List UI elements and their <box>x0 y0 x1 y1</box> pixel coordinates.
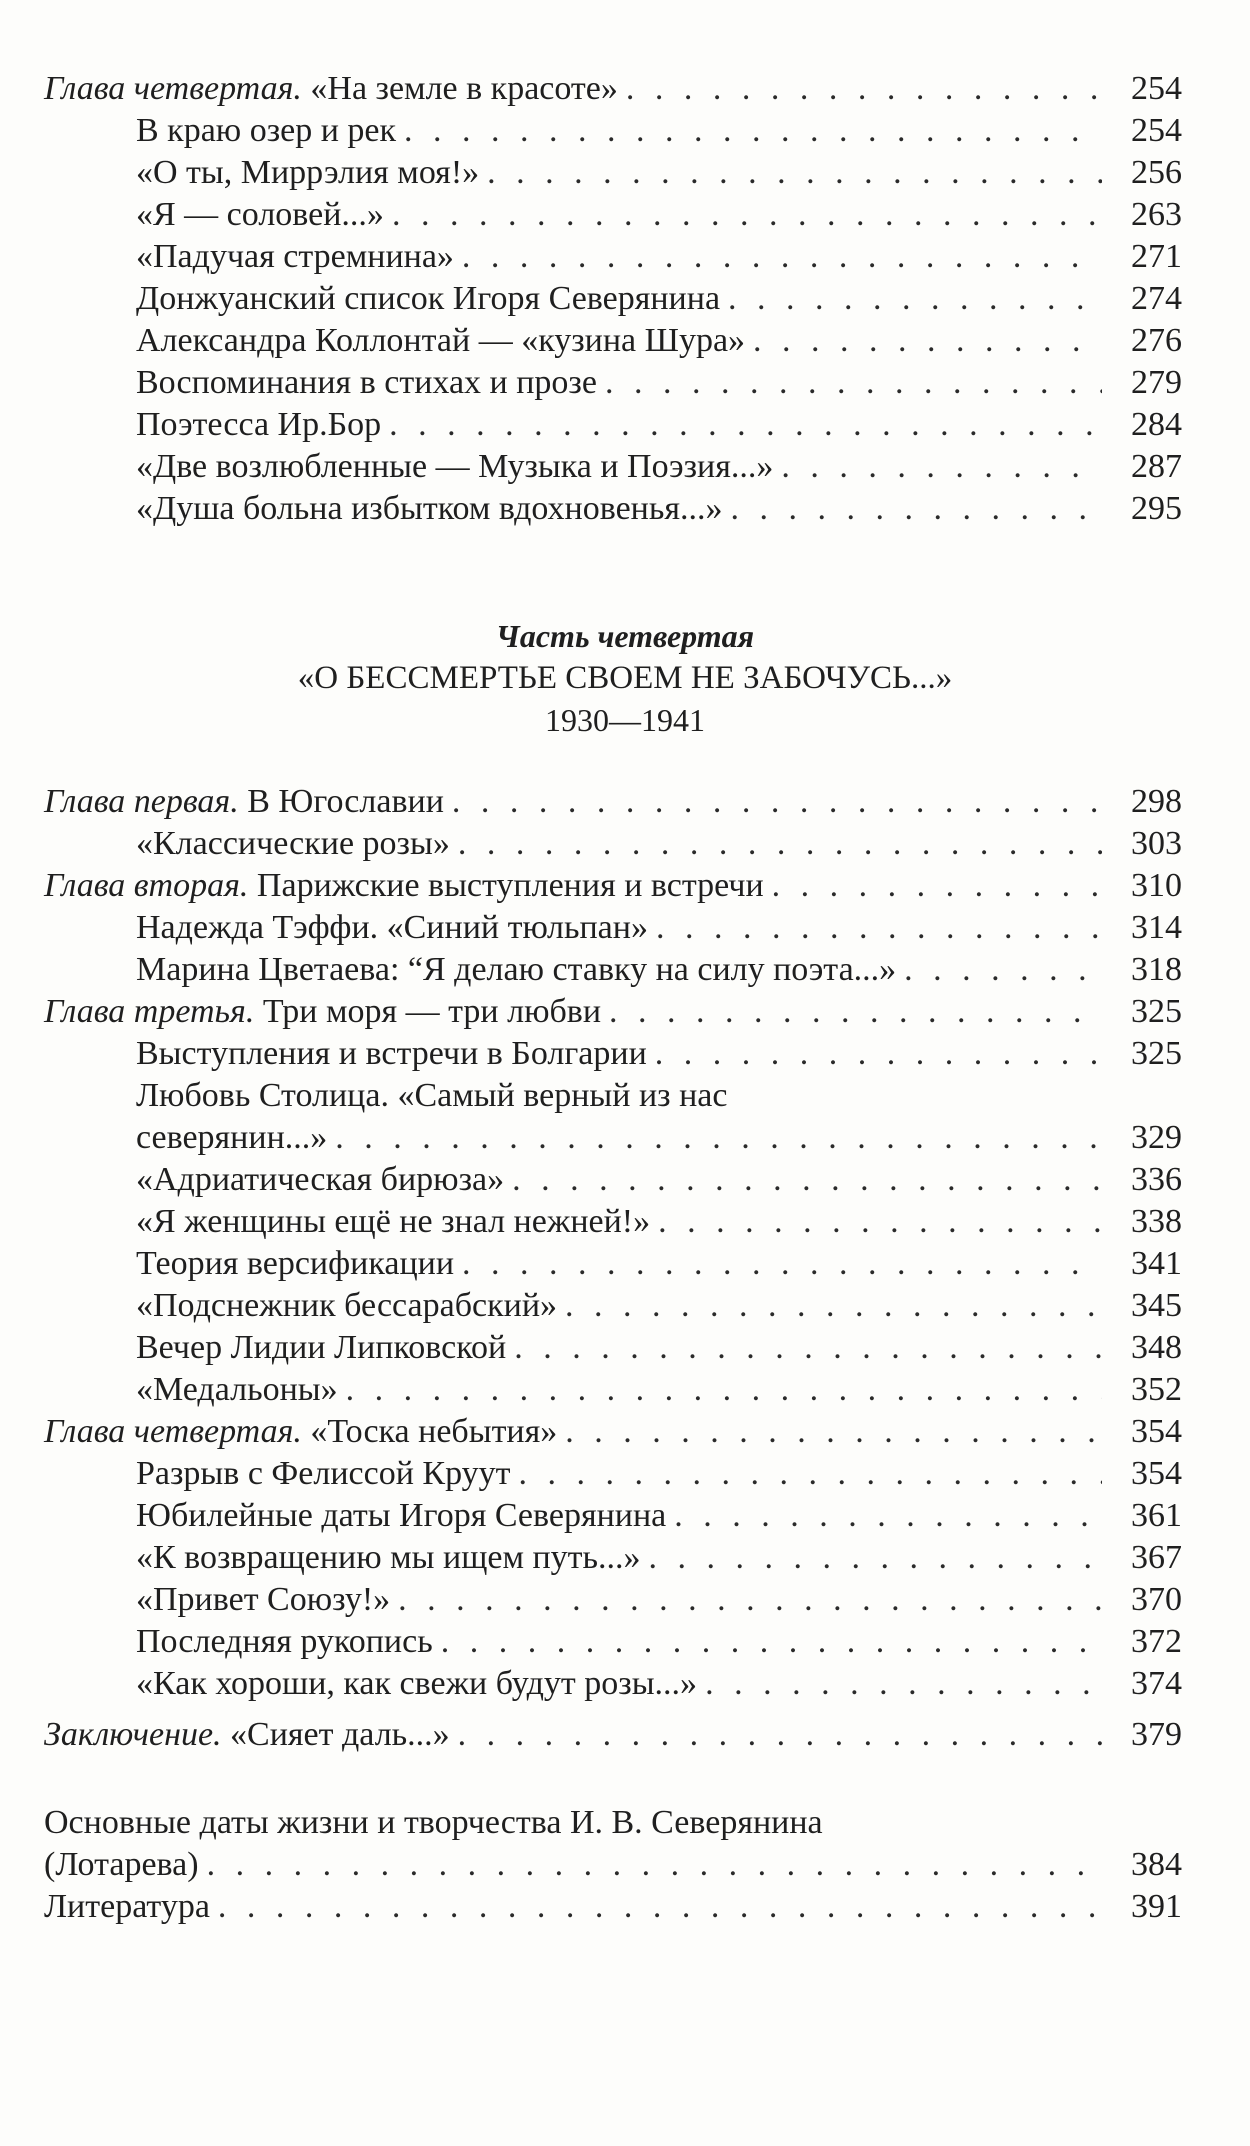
chapter-prefix: Глава первая. <box>44 783 239 820</box>
toc-subentry <box>44 446 1182 488</box>
dot-leader <box>781 446 1102 488</box>
toc-entry-title <box>136 320 745 362</box>
dot-leader <box>218 1886 1102 1928</box>
chapter-title-text: Три моря — три любви <box>254 993 602 1030</box>
dot-leader <box>458 1714 1102 1756</box>
dot-leader <box>705 1663 1102 1705</box>
chapter-title-text: «Две возлюбленные — Музыка и Поэзия...» <box>136 448 774 485</box>
page-number: 303 <box>1131 825 1182 862</box>
chapter-prefix: Глава вторая. <box>44 867 249 904</box>
page-number: 287 <box>1131 448 1182 485</box>
page-number: 325 <box>1131 1035 1182 1072</box>
toc-subentry <box>44 949 1182 991</box>
toc-subentry <box>44 1369 1182 1411</box>
dot-leader <box>519 1453 1103 1495</box>
dot-leader <box>656 907 1102 949</box>
dot-leader <box>649 1537 1102 1579</box>
toc-entry <box>44 1844 1182 1886</box>
chapter-title-text: «Подснежник бессарабский» <box>136 1287 558 1324</box>
chapter-prefix: Заключение. <box>44 1716 222 1753</box>
chapter-title-text: «О ты, Миррэлия моя!» <box>136 154 480 191</box>
chapter-title-text: «Медальоны» <box>136 1371 338 1408</box>
dot-leader <box>772 865 1102 907</box>
chapter-title-text: Основные даты жизни и творчества И. В. Северянина <box>44 1804 823 1841</box>
toc-entry-title <box>136 152 479 194</box>
toc-entry-title <box>136 1033 647 1075</box>
toc-entry-title <box>136 110 396 152</box>
chapter-title-text: Марина Цветаева: “Я делаю ставку на силу поэта...» <box>136 951 897 988</box>
chapter-title-text: Юбилейные даты Игоря Северянина <box>136 1497 667 1534</box>
toc-subentry <box>44 194 1182 236</box>
chapter-title-text: В краю озер и рек <box>136 112 397 149</box>
dot-leader <box>462 236 1102 278</box>
toc-entry-title <box>136 1075 727 1117</box>
toc-entry-title <box>136 1243 454 1285</box>
chapter-title-text: Литература <box>44 1888 210 1925</box>
toc-entry-title <box>136 949 896 991</box>
chapter-title-text: Парижские выступления и встречи <box>248 867 764 904</box>
chapter-title-text: «Привет Союзу!» <box>136 1581 391 1618</box>
page-number: 256 <box>1131 154 1182 191</box>
dot-leader <box>728 278 1102 320</box>
toc-block-conclusion <box>44 1714 1182 1756</box>
chapter-title-text: Вечер Лидии Липковской <box>136 1329 507 1366</box>
dot-leader <box>514 1327 1102 1369</box>
page-number: 354 <box>1131 1413 1182 1450</box>
page-number: 345 <box>1131 1287 1182 1324</box>
toc-subentry <box>44 1453 1182 1495</box>
page-number: 370 <box>1131 1581 1182 1618</box>
chapter-title-text: Любовь Столица. «Самый верный из нас <box>136 1077 728 1114</box>
dot-leader <box>404 110 1102 152</box>
toc-entry-title <box>136 1159 504 1201</box>
page-number: 348 <box>1131 1329 1182 1366</box>
part-label: Часть четвертая <box>495 618 755 654</box>
toc-entry <box>44 1802 1182 1844</box>
toc-entry-title <box>136 194 384 236</box>
chapter-title-text: «Как хороши, как свежи будут розы...» <box>136 1665 698 1702</box>
page-number: 254 <box>1131 112 1182 149</box>
toc-entry-title <box>44 1714 450 1756</box>
page-number: 271 <box>1131 238 1182 275</box>
dot-leader <box>335 1117 1102 1159</box>
dot-leader <box>904 949 1102 991</box>
chapter-prefix: Глава четвертая. <box>44 70 302 107</box>
chapter-title-text: Воспоминания в стихах и прозе <box>136 364 597 401</box>
toc-entry-title <box>136 1453 511 1495</box>
toc-entry-title <box>136 823 450 865</box>
toc-subentry <box>44 320 1182 362</box>
toc-entry-title <box>136 1663 697 1705</box>
toc-entry-title <box>136 488 723 530</box>
chapter-title-text: «Сияет даль...» <box>221 1716 450 1753</box>
page-number: 310 <box>1131 867 1182 904</box>
chapter-title-text: «Классические розы» <box>136 825 450 862</box>
chapter-title-text: «Тоска небытия» <box>301 1413 558 1450</box>
toc-entry-title <box>44 1844 199 1886</box>
toc-subentry <box>44 907 1182 949</box>
toc-entry-title <box>136 278 720 320</box>
chapter-title-text: В Югославии <box>238 783 444 820</box>
page-number: 279 <box>1131 364 1182 401</box>
toc-subentry <box>44 278 1182 320</box>
dot-leader <box>458 823 1102 865</box>
page-number: 384 <box>1131 1846 1182 1883</box>
toc-entry <box>44 68 1182 110</box>
toc-entry <box>44 991 1182 1033</box>
chapter-title-text: «На земле в красоте» <box>301 70 618 107</box>
toc-block-appendix <box>44 1802 1182 1928</box>
toc-entry-title <box>136 404 381 446</box>
part-title: «О БЕССМЕРТЬЕ СВОЕМ НЕ ЗАБОЧУСЬ...» <box>297 660 953 696</box>
toc-entry-title <box>136 1117 327 1159</box>
chapter-title-text: северянин...» <box>136 1119 328 1156</box>
toc-block-part4 <box>44 781 1182 1705</box>
chapter-title-text: Выступления и встречи в Болгарии <box>136 1035 647 1072</box>
chapter-prefix: Глава третья. <box>44 993 255 1030</box>
toc-subentry <box>44 1537 1182 1579</box>
toc-subentry <box>44 1285 1182 1327</box>
dot-leader <box>674 1495 1102 1537</box>
dot-leader <box>398 1579 1102 1621</box>
toc-subentry <box>44 1327 1182 1369</box>
toc-entry-title <box>44 991 601 1033</box>
toc-subentry <box>44 110 1182 152</box>
chapter-title-text: «Я — соловей...» <box>136 196 384 233</box>
toc-entry <box>44 781 1182 823</box>
page-number: 254 <box>1131 70 1182 107</box>
page-number: 372 <box>1131 1623 1182 1660</box>
toc-entry-title <box>44 1802 823 1844</box>
toc-entry-title <box>136 1285 557 1327</box>
toc-entry-title <box>136 1327 506 1369</box>
dot-leader <box>626 68 1102 110</box>
page-number: 367 <box>1131 1539 1182 1576</box>
toc-entry-title <box>44 68 618 110</box>
chapter-title-text: Поэтесса Ир.Бор <box>136 406 382 443</box>
page-number: 338 <box>1131 1203 1182 1240</box>
toc-entry-title <box>136 1369 338 1411</box>
toc-entry <box>44 865 1182 907</box>
toc-subentry <box>44 1075 1182 1117</box>
page-number: 329 <box>1131 1119 1182 1156</box>
toc-subentry <box>44 1117 1182 1159</box>
chapter-title-text: Последняя рукопись <box>136 1623 433 1660</box>
toc-entry-title <box>44 781 444 823</box>
toc-entry-title <box>44 1411 557 1453</box>
page-number: 379 <box>1131 1716 1182 1753</box>
dot-leader <box>389 404 1102 446</box>
chapter-title-text: (Лотарева) <box>44 1846 199 1883</box>
toc-entry <box>44 1714 1182 1756</box>
page-number: 341 <box>1131 1245 1182 1282</box>
page-number: 336 <box>1131 1161 1182 1198</box>
dot-leader <box>452 781 1102 823</box>
dot-leader <box>207 1844 1102 1886</box>
toc-entry-title <box>136 907 648 949</box>
dot-leader <box>441 1621 1102 1663</box>
toc-entry-title <box>136 1495 666 1537</box>
toc-entry <box>44 1886 1182 1928</box>
toc-entry <box>44 1411 1182 1453</box>
toc-block-part3-end <box>44 68 1182 530</box>
page-number: 263 <box>1131 196 1182 233</box>
toc-entry-title <box>136 362 597 404</box>
toc-subentry <box>44 1201 1182 1243</box>
chapter-title-text: «Я женщины ещё не знал нежней!» <box>136 1203 651 1240</box>
chapter-title-text: Теория версификации <box>136 1245 455 1282</box>
chapter-title-text: «Душа больна избытком вдохновенья...» <box>136 490 723 527</box>
toc-entry-title <box>136 446 773 488</box>
page-number: 374 <box>1131 1665 1182 1702</box>
page-number: 361 <box>1131 1497 1182 1534</box>
toc-subentry <box>44 1663 1182 1705</box>
toc-entry-title <box>136 1579 390 1621</box>
chapter-title-text: «К возвращению мы ищем путь...» <box>136 1539 641 1576</box>
page-number: 298 <box>1131 783 1182 820</box>
page-number: 352 <box>1131 1371 1182 1408</box>
toc-subentry <box>44 236 1182 278</box>
toc-subentry <box>44 1159 1182 1201</box>
dot-leader <box>565 1411 1102 1453</box>
toc-entry-title <box>136 1201 650 1243</box>
dot-leader <box>731 488 1103 530</box>
dot-leader <box>462 1243 1102 1285</box>
chapter-prefix: Глава четвертая. <box>44 1413 302 1450</box>
toc-subentry <box>44 1621 1182 1663</box>
page-number: 318 <box>1131 951 1182 988</box>
toc-subentry <box>44 488 1182 530</box>
chapter-title-text: Разрыв с Фелиссой Круут <box>136 1455 511 1492</box>
dot-leader <box>346 1369 1102 1411</box>
toc-entry-title <box>44 1886 210 1928</box>
page-number: 284 <box>1131 406 1182 443</box>
chapter-title-text: «Падучая стремнина» <box>136 238 454 275</box>
toc-subentry <box>44 1243 1182 1285</box>
page-number: 295 <box>1131 490 1182 527</box>
toc-entry-title <box>136 236 454 278</box>
toc-entry-title <box>136 1621 433 1663</box>
toc-subentry <box>44 362 1182 404</box>
toc-subentry <box>44 1495 1182 1537</box>
dot-leader <box>655 1033 1102 1075</box>
toc-subentry <box>44 1579 1182 1621</box>
dot-leader <box>487 152 1102 194</box>
toc-entry-title <box>44 865 764 907</box>
chapter-title-text: Надежда Тэффи. «Синий тюльпан» <box>136 909 648 946</box>
chapter-title-text: «Адриатическая бирюза» <box>136 1161 505 1198</box>
part-header <box>0 615 1250 741</box>
dot-leader <box>605 362 1102 404</box>
toc-subentry <box>44 152 1182 194</box>
page-number: 314 <box>1131 909 1182 946</box>
dot-leader <box>512 1159 1102 1201</box>
toc-entry-title <box>136 1537 641 1579</box>
dot-leader <box>565 1285 1102 1327</box>
toc-subentry <box>44 404 1182 446</box>
dot-leader <box>753 320 1102 362</box>
page-number: 354 <box>1131 1455 1182 1492</box>
page-number: 274 <box>1131 280 1182 317</box>
dot-leader <box>392 194 1102 236</box>
page-number: 391 <box>1131 1888 1182 1925</box>
page-number: 276 <box>1131 322 1182 359</box>
dot-leader <box>658 1201 1102 1243</box>
chapter-title-text: Александра Коллонтай — «кузина Шура» <box>136 322 746 359</box>
toc-subentry <box>44 823 1182 865</box>
chapter-title-text: Донжуанский список Игоря Северянина <box>136 280 721 317</box>
part-years: 1930—1941 <box>545 702 705 738</box>
toc-subentry <box>44 1033 1182 1075</box>
page-number: 325 <box>1131 993 1182 1030</box>
dot-leader <box>609 991 1102 1033</box>
